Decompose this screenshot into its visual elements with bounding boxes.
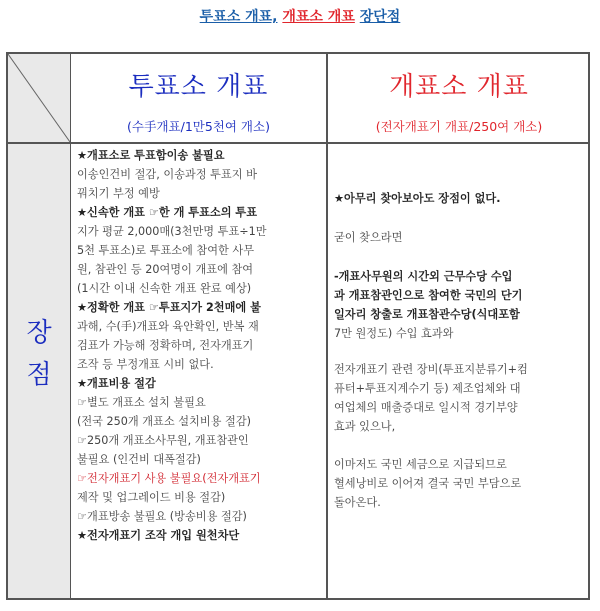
right-line: ★아무리 찾아보아도 장점이 없다. xyxy=(334,192,501,205)
left-line: 꿔치기 부정 예방 xyxy=(77,187,160,200)
right-line: 여업체의 매출증대로 일시적 경기부양 xyxy=(334,401,518,414)
header-right-title: 개표소 개표 xyxy=(389,72,529,102)
left-line: 이송인건비 절감, 이송과정 투표지 바 xyxy=(77,168,257,181)
right-line: 퓨터+투표지계수기 등) 제조업체와 대 xyxy=(334,382,521,395)
left-line: 5천 투표소)로 투표소에 참여한 사무 xyxy=(77,244,255,257)
right-line: 과 개표참관인으로 참여한 국민의 단기 xyxy=(334,289,523,302)
title-part-3: 장단점 xyxy=(359,9,401,25)
row-label-char-1: 장 xyxy=(26,318,52,348)
right-line: 일자리 창출로 개표참관수당(식대포함 xyxy=(334,308,520,321)
left-line: 검표가 가능해 정확하며, 전자개표기 xyxy=(77,339,254,352)
left-line: ★신속한 개표 ☞한 개 투표소의 투표 xyxy=(77,206,258,219)
right-line: 돌아온다. xyxy=(334,496,381,509)
left-line: ☞별도 개표소 설치 불필요 xyxy=(77,396,206,409)
divider xyxy=(326,54,328,598)
left-line: ☞전자개표기 사용 불필요(전자개표기 xyxy=(77,472,261,485)
right-line: 7만 원정도) 수입 효과와 xyxy=(334,327,454,340)
header-left-subtitle: (수手개표/1만5천여 개소) xyxy=(127,119,270,134)
title-part-1: 투표소 개표, xyxy=(199,9,278,25)
left-line: (전국 250개 개표소 설치비용 절감) xyxy=(77,415,251,428)
left-line: 제작 및 업그레이드 비용 절감) xyxy=(77,491,226,504)
right-line: 혈세낭비로 이어져 결국 국민 부담으로 xyxy=(334,477,522,490)
header-right-cell xyxy=(328,54,590,142)
right-content-cell xyxy=(328,144,590,598)
left-line: 과해, 수(手)개표와 육안확인, 반복 재 xyxy=(77,320,259,333)
header-left-title: 투표소 개표 xyxy=(128,72,269,102)
row-label-cell xyxy=(8,144,70,598)
corner-cell xyxy=(8,54,70,142)
header-left-cell xyxy=(71,54,326,142)
left-line: ★개표비용 절감 xyxy=(77,377,156,390)
comparison-table xyxy=(6,52,590,600)
left-line: 조작 등 부정개표 시비 없다. xyxy=(77,358,214,371)
left-content-cell xyxy=(71,144,326,598)
divider xyxy=(70,54,71,598)
page-title xyxy=(0,0,600,36)
left-line: ★개표소로 투표함이송 불필요 xyxy=(77,149,225,162)
left-line: ★정확한 개표 ☞투표지가 2천매에 불 xyxy=(77,301,261,314)
right-line: 전자개표기 관련 장비(투표지분류기+컴 xyxy=(334,363,528,376)
right-line: 이마저도 국민 세금으로 지급되므로 xyxy=(334,458,507,471)
left-line: ☞개표방송 불필요 (방송비용 절감) xyxy=(77,510,247,523)
left-line: ☞250개 개표소사무원, 개표참관인 xyxy=(77,434,249,447)
right-line: 효과 있으나, xyxy=(334,420,396,433)
row-label-char-2: 점 xyxy=(26,360,52,390)
diagonal-line-icon xyxy=(8,54,70,142)
left-line: 원, 참관인 등 20여명이 개표에 참여 xyxy=(77,263,254,276)
left-line: 지가 평균 2,000매(3천만명 투표÷1만 xyxy=(77,225,267,238)
divider xyxy=(8,142,588,144)
title-part-2: 개표소 개표 xyxy=(282,9,355,25)
right-line: -개표사무원의 시간외 근무수당 수입 xyxy=(334,270,513,283)
left-line: (1시간 이내 신속한 개표 완료 예상) xyxy=(77,282,252,295)
right-line: 굳이 찾으라면 xyxy=(334,231,403,244)
left-line: ★전자개표기 조작 개입 원천차단 xyxy=(77,529,240,542)
left-line: 불필요 (인건비 대폭절감) xyxy=(77,453,201,466)
header-right-subtitle: (전자개표기 개표/250여 개소) xyxy=(375,119,543,134)
